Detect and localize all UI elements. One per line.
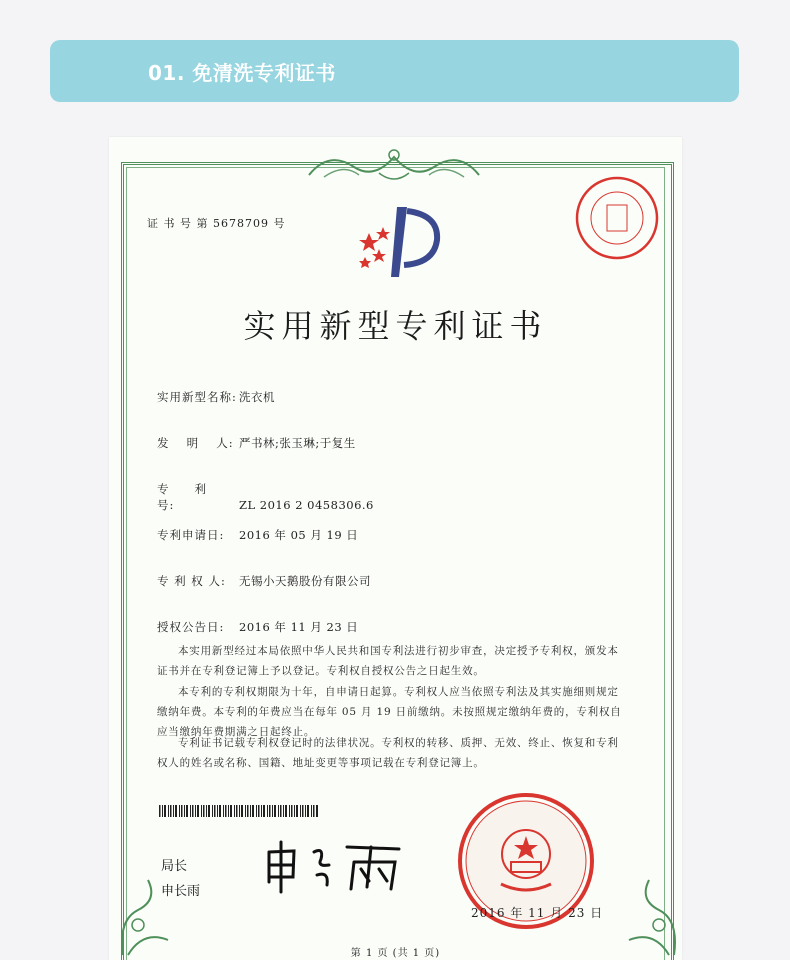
body-paragraph: 本实用新型经过本局依照中华人民共和国专利法进行初步审查，决定授予专利权，颁发本证书并在专利登记簿上予以登记。专利权自授权公告之日起生效。 — [157, 645, 619, 677]
field-value: 2016 年 05 月 19 日 — [239, 528, 359, 542]
field-value: ZL 2016 2 0458306.6 — [239, 498, 374, 512]
field-value: 严书林;张玉琳;于复生 — [239, 436, 356, 450]
certificate-title: 实用新型专利证书 — [243, 307, 548, 345]
field-inventors — [157, 435, 356, 451]
field-label: 授权公告日: — [157, 620, 225, 634]
certificate-number: 证 书 号 第 5678709 号 — [147, 217, 286, 230]
patent-office-logo-icon — [349, 205, 449, 285]
field-label: 专利申请日: — [157, 528, 225, 542]
field-utility-name — [157, 389, 275, 405]
field-label: 专 利 权 人: — [157, 574, 226, 588]
field-label: 发 明 人: — [157, 436, 234, 450]
body-paragraph: 本专利的专利权期限为十年，自申请日起算。专利权人应当依照专利法及其实施细则规定缴纳年费。本专利的年费应当在每年 05 月 19 日前缴纳。未按照规定缴纳年费的，专利权自应当缴纳年费期满之日起终止。 — [157, 686, 622, 738]
field-value: 无锡小天鹅股份有限公司 — [239, 574, 371, 588]
field-patent-number — [157, 481, 374, 513]
issue-date: 2016 年 11 月 23 日 — [471, 906, 604, 920]
director-title: 局长 — [161, 859, 188, 874]
field-application-date — [157, 527, 358, 543]
section-title: 01. 免清洗专利证书 — [148, 61, 336, 85]
patent-certificate — [109, 137, 682, 960]
barcode-icon — [159, 805, 319, 817]
signature-icon — [259, 837, 409, 897]
field-value: 2016 年 11 月 23 日 — [239, 620, 359, 634]
field-label: 专 利 号: — [157, 482, 232, 512]
body-paragraph: 专利证书记载专利权登记时的法律状况。专利权的转移、质押、无效、终止、恢复和专利权人的姓名或名称、国籍、地址变更等事项记载在专利登记簿上。 — [157, 737, 619, 769]
director-name: 申长雨 — [161, 884, 201, 899]
field-value: 洗衣机 — [239, 390, 275, 404]
field-grant-date — [157, 619, 358, 635]
field-label: 实用新型名称: — [157, 390, 237, 404]
top-ornament-icon — [299, 145, 489, 185]
section-banner — [50, 40, 739, 102]
field-patentee — [157, 573, 371, 589]
page-number: 第 1 页 (共 1 页) — [350, 948, 441, 959]
red-stamp-icon — [574, 175, 660, 261]
